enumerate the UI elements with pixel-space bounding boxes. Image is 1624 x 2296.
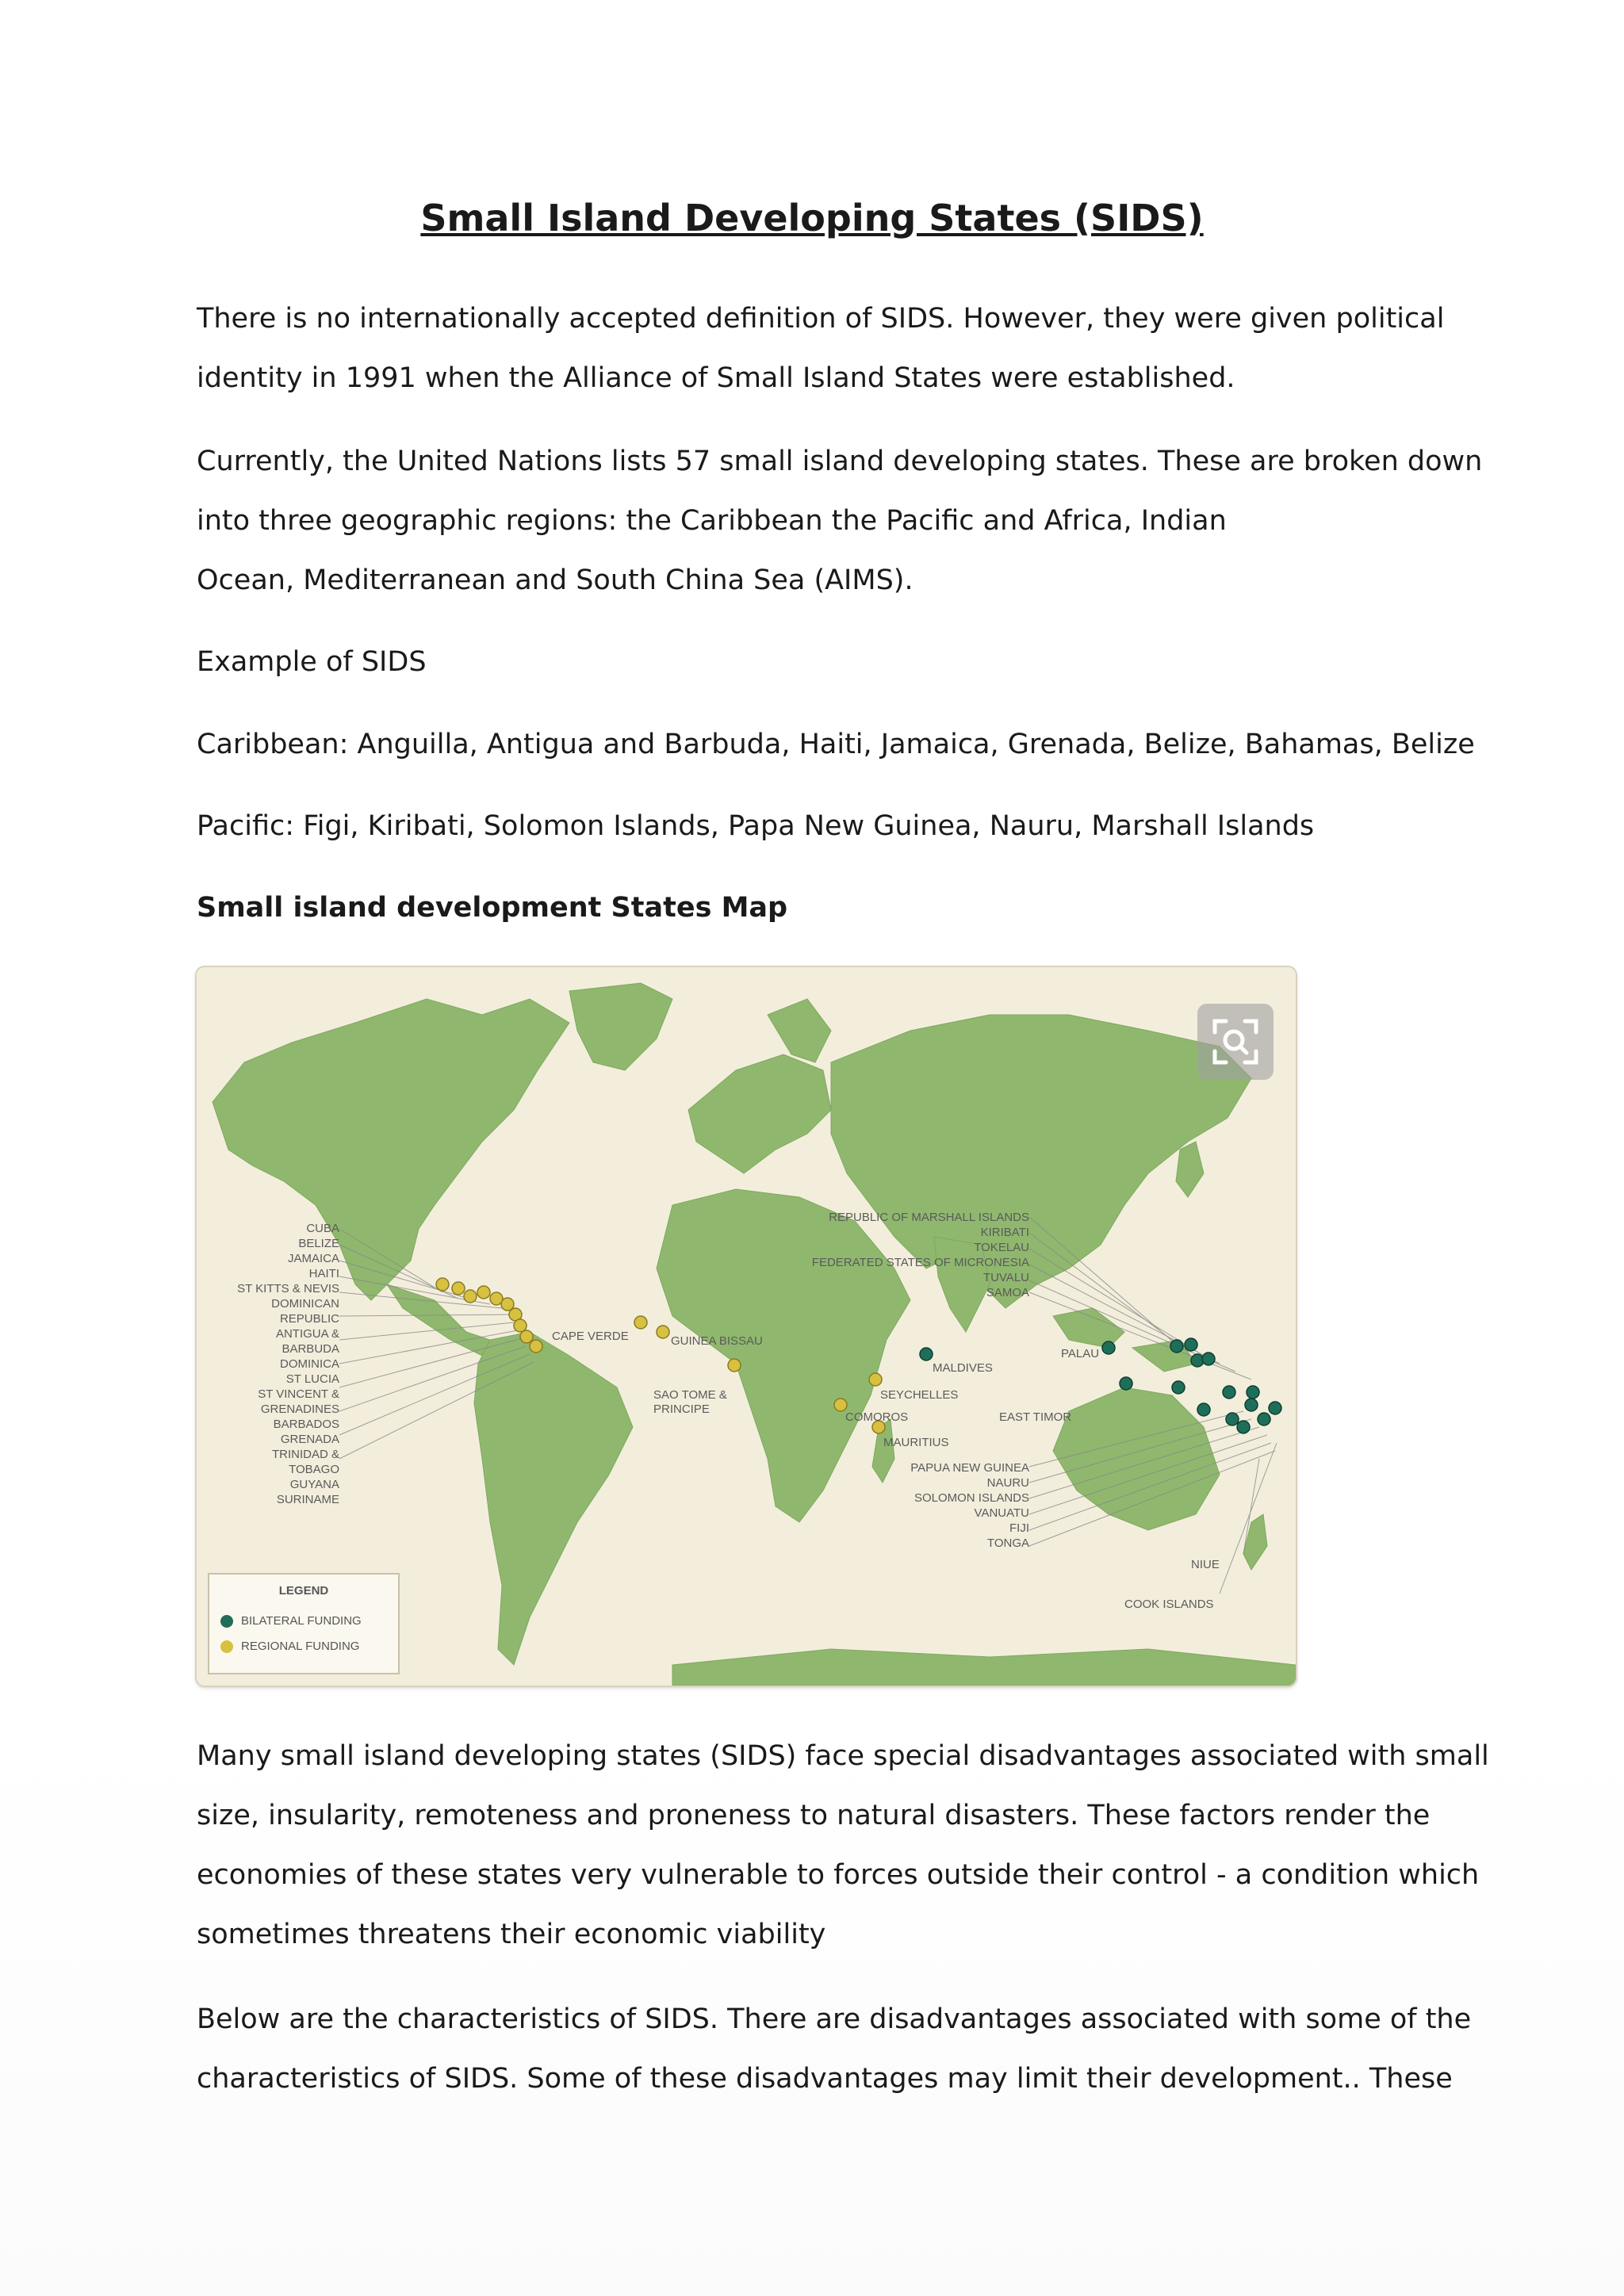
example-heading: Example of SIDS [197, 646, 427, 678]
text-line: sometimes threatens their economic viability [197, 1919, 826, 1950]
text-line: There is no internationally accepted definition of SIDS. However, they were given political [197, 303, 1445, 335]
text-line: economies of these states very vulnerable to forces outside their control - a condition which [197, 1859, 1480, 1891]
caribbean-label-list: CUBA BELIZE JAMAICA HAITI ST KITTS & NEVIS DOMINICAN REPUBLIC ANTIGUA & BARBUDA DOMINICA ST LUCIA ST VINCENT & GRENADINES BARBADOS GRENADA TRINIDAD & TOBAGO GUYANA SURINAME [237, 1222, 339, 1506]
regional-dot-icon [220, 1640, 233, 1653]
text-line: Currently, the United Nations lists 57 small island developing states. These are broken down [197, 446, 1483, 477]
legend-title: LEGEND [278, 1584, 329, 1598]
label-niue: NIUE [1191, 1558, 1220, 1571]
text-line: identity in 1991 when the Alliance of Small Island States were established. [197, 362, 1235, 394]
map-legend [208, 1573, 400, 1674]
pacific-examples: Pacific: Figi, Kiribati, Solomon Islands, Papa New Guinea, Nauru, Marshall Islands [197, 810, 1315, 842]
legend-item-regional: REGIONAL FUNDING [220, 1640, 359, 1653]
map-heading: Small island development States Map [197, 892, 788, 924]
caribbean-examples: Caribbean: Anguilla, Antigua and Barbuda, Haiti, Jamaica, Grenada, Belize, Bahamas, Belize [197, 729, 1475, 760]
label-cook-islands: COOK ISLANDS [1124, 1598, 1214, 1611]
text-line: Below are the characteristics of SIDS. There are disadvantages associated with some of the [197, 2003, 1472, 2035]
pacific-label-list-top: REPUBLIC OF MARSHALL ISLANDS KIRIBATI TOKELAU FEDERATED STATES OF MICRONESIA TUVALU SAMOA [811, 1211, 1029, 1299]
text-line: characteristics of SIDS. Some of these disadvantages may limit their development.. These [197, 2063, 1453, 2095]
text-line: size, insularity, remoteness and proneness to natural disasters. These factors render the [197, 1800, 1431, 1831]
text-line: Many small island developing states (SIDS) face special disadvantages associated with small [197, 1740, 1489, 1772]
label-palau: PALAU [1061, 1347, 1100, 1360]
label-mauritius: MAURITIUS [883, 1436, 949, 1449]
legend-item-bilateral: BILATERAL FUNDING [220, 1614, 362, 1628]
map-zoom-button[interactable] [1197, 1004, 1274, 1080]
label-east-timor: EAST TIMOR [999, 1410, 1072, 1424]
pacific-label-list-bottom: PAPUA NEW GUINEA NAURU SOLOMON ISLANDS VANUATU FIJI TONGA [910, 1461, 1029, 1550]
label-seychelles: SEYCHELLES [880, 1388, 959, 1402]
sids-map [197, 967, 1296, 1686]
bilateral-dot-icon [220, 1615, 233, 1628]
label-maldives: MALDIVES [933, 1361, 993, 1375]
characteristics-paragraph [197, 1990, 1472, 2109]
label-sao-tome: SAO TOME & [653, 1388, 727, 1402]
intro-paragraph [197, 289, 1445, 408]
regions-paragraph [197, 432, 1483, 610]
label-principe: PRINCIPE [653, 1402, 710, 1416]
disadvantages-paragraph [197, 1727, 1489, 1965]
label-comoros: COMOROS [845, 1410, 909, 1424]
label-guinea-bissau: GUINEA BISSAU [671, 1334, 763, 1348]
label-cape-verde: CAPE VERDE [552, 1330, 629, 1343]
zoom-icon [1197, 1004, 1274, 1080]
page-title: Small Island Developing States (SIDS) [420, 197, 1204, 239]
text-line: into three geographic regions: the Caribbean the Pacific and Africa, Indian [197, 505, 1227, 537]
text-line: Ocean, Mediterranean and South China Sea (AIMS). [197, 564, 914, 596]
